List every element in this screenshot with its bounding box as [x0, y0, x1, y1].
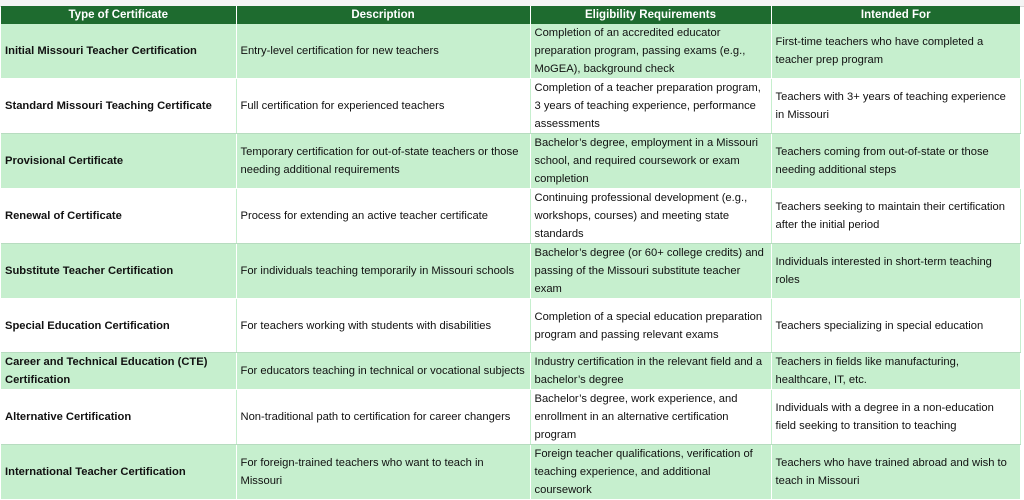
- cell-type[interactable]: Initial Missouri Teacher Certification: [1, 24, 236, 79]
- cell-eligibility[interactable]: Completion of a special education preparation program and passing relevant exams: [530, 299, 771, 353]
- table-row: [1, 445, 1020, 500]
- cell-description[interactable]: Temporary certification for out-of-state teachers or those needing additional requirements: [236, 134, 530, 189]
- cell-type[interactable]: Standard Missouri Teaching Certificate: [1, 79, 236, 134]
- certificate-table: [1, 6, 1021, 500]
- cell-type[interactable]: Provisional Certificate: [1, 134, 236, 189]
- header-eligibility-requirements[interactable]: Eligibility Requirements: [530, 6, 771, 24]
- cell-intended-for[interactable]: Individuals with a degree in a non-education field seeking to transition to teaching: [771, 390, 1020, 445]
- cell-type[interactable]: Career and Technical Education (CTE) Certification: [1, 353, 236, 390]
- table-row: [1, 353, 1020, 390]
- cell-intended-for[interactable]: Teachers who have trained abroad and wish to teach in Missouri: [771, 445, 1020, 500]
- cell-intended-for[interactable]: Teachers coming from out-of-state or those needing additional steps: [771, 134, 1020, 189]
- cell-intended-for[interactable]: Individuals interested in short-term teaching roles: [771, 244, 1020, 299]
- table-row: [1, 79, 1020, 134]
- cell-description[interactable]: Non-traditional path to certification for career changers: [236, 390, 530, 445]
- cell-intended-for[interactable]: Teachers seeking to maintain their certification after the initial period: [771, 189, 1020, 244]
- cell-type[interactable]: Special Education Certification: [1, 299, 236, 353]
- cell-eligibility[interactable]: Bachelor’s degree, work experience, and enrollment in an alternative certification program: [530, 390, 771, 445]
- table-row: [1, 24, 1020, 79]
- cell-description[interactable]: For individuals teaching temporarily in Missouri schools: [236, 244, 530, 299]
- header-row: [1, 6, 1020, 24]
- cell-eligibility[interactable]: Bachelor’s degree (or 60+ college credits) and passing of the Missouri substitute teacher exam: [530, 244, 771, 299]
- cell-description[interactable]: Full certification for experienced teachers: [236, 79, 530, 134]
- header-intended-for[interactable]: Intended For: [771, 6, 1020, 24]
- cell-intended-for[interactable]: Teachers in fields like manufacturing, healthcare, IT, etc.: [771, 353, 1020, 390]
- cell-intended-for[interactable]: First-time teachers who have completed a teacher prep program: [771, 24, 1020, 79]
- cell-type[interactable]: Substitute Teacher Certification: [1, 244, 236, 299]
- cell-eligibility[interactable]: Completion of an accredited educator preparation program, passing exams (e.g., MoGEA), background check: [530, 24, 771, 79]
- table-row: [1, 134, 1020, 189]
- table-row: [1, 189, 1020, 244]
- table-row: [1, 390, 1020, 445]
- header-type-of-certificate[interactable]: Type of Certificate: [1, 6, 236, 24]
- cell-description[interactable]: For educators teaching in technical or vocational subjects: [236, 353, 530, 390]
- cell-eligibility[interactable]: Industry certification in the relevant field and a bachelor’s degree: [530, 353, 771, 390]
- cell-type[interactable]: Alternative Certification: [1, 390, 236, 445]
- cell-eligibility[interactable]: Bachelor’s degree, employment in a Missouri school, and required coursework or exam completion: [530, 134, 771, 189]
- table-row: [1, 299, 1020, 353]
- cell-description[interactable]: Entry-level certification for new teachers: [236, 24, 530, 79]
- cell-description[interactable]: For teachers working with students with disabilities: [236, 299, 530, 353]
- cell-intended-for[interactable]: Teachers specializing in special education: [771, 299, 1020, 353]
- cell-eligibility[interactable]: Completion of a teacher preparation program, 3 years of teaching experience, performance assessments: [530, 79, 771, 134]
- cell-type[interactable]: Renewal of Certificate: [1, 189, 236, 244]
- header-description[interactable]: Description: [236, 6, 530, 24]
- cell-intended-for[interactable]: Teachers with 3+ years of teaching experience in Missouri: [771, 79, 1020, 134]
- cell-eligibility[interactable]: Foreign teacher qualifications, verification of teaching experience, and additional coursework: [530, 445, 771, 500]
- table-row: [1, 244, 1020, 299]
- cell-description[interactable]: For foreign-trained teachers who want to teach in Missouri: [236, 445, 530, 500]
- cell-description[interactable]: Process for extending an active teacher certificate: [236, 189, 530, 244]
- cell-type[interactable]: International Teacher Certification: [1, 445, 236, 500]
- cell-eligibility[interactable]: Continuing professional development (e.g., workshops, courses) and meeting state standards: [530, 189, 771, 244]
